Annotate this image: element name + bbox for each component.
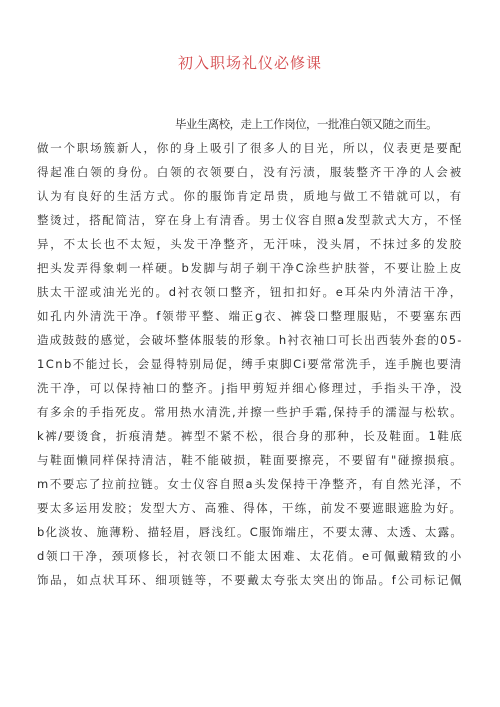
body-line: 有多余的手指死皮。常用热水清洗,并擦一些护手霜,保持手的濡湿与松软。 xyxy=(37,405,464,419)
body-line: d领口干净，颈项修长，衬衣领口不能太困难、太花俏。e可佩戴精致的小 xyxy=(37,549,463,563)
body-line: 洗干净，可以保持袖口的整齐。j指甲剪短并细心修理过，手指头干净，没 xyxy=(37,381,464,395)
body-line: b化淡妆、施薄粉、描轻眉，唇浅红。C服饰端庄，不要太薄、太透、太露。 xyxy=(37,525,464,539)
body-line: 造成鼓鼓的感觉，会破坏整体服装的形象。h衬衣袖口可长出西装外套的05- xyxy=(37,333,463,347)
body-line: 要太多运用发胶；发型大方、高雅、得体，干练，前发不要遮眼遮脸为好。 xyxy=(37,501,463,515)
body-line: 与鞋面懒同样保持清洁，鞋不能破损，鞋面要擦亮，不要留有"碰擦损痕。 xyxy=(37,453,464,467)
body-line: 整烫过，搭配简洁，穿在身上有清香。男士仪容自照a发型款式大方，不怪 xyxy=(37,213,464,227)
body-line: 异，不太长也不太短，头发干净整齐，无汗味，没头屑，不抹过多的发胶 xyxy=(37,237,463,251)
body-line: k裤/要烫食，折痕清楚。裤型不紧不松，很合身的那种，长及鞋面。1鞋底 xyxy=(37,429,464,443)
body-line: 做一个职场簇新人，你的身上吸引了很多人的目光，所以，仪表更是要配 xyxy=(37,141,463,155)
body-line: 1Cnb不能过长，会显得特别局促，缚手束脚Ci要常常洗手，连手腕也要清 xyxy=(37,357,463,371)
body-line: m不要忘了拉前拉链。女士仪容自照a头发保持干净整齐，有自然光泽，不 xyxy=(37,477,463,491)
body-line: 把头发弄得象刺一样硬。b发脚与胡子剃干净C涂些护肤誉，不要让脸上皮 xyxy=(37,261,463,275)
document-title: 初入职场礼仪必修课 xyxy=(177,54,322,72)
body-line: 如孔内外清洗干净。f领带平整、端正g衣、裤袋口整理服贴，不要塞东西 xyxy=(37,309,463,323)
body-line: 毕业生离校，走上工作岗位，一批准白领又随之而生。 xyxy=(175,117,438,131)
body-line: 认为有良好的生活方式。你的服饰肯定昂贵，质地与做工不错就可以，有 xyxy=(37,189,463,203)
body-line: 得起准白领的身份。白领的衣领要白，没有污渍，服装整齐干净的人会被 xyxy=(37,165,463,179)
body-line: 饰品，如点状耳环、细项链等，不要戴太夸张太突出的饰品。f公司标记佩 xyxy=(37,573,464,587)
body-line: 肤太干涩或油光光的。d衬衣领口整齐，钮扣扣好。e耳朵内外清洁干净， xyxy=(37,285,463,299)
